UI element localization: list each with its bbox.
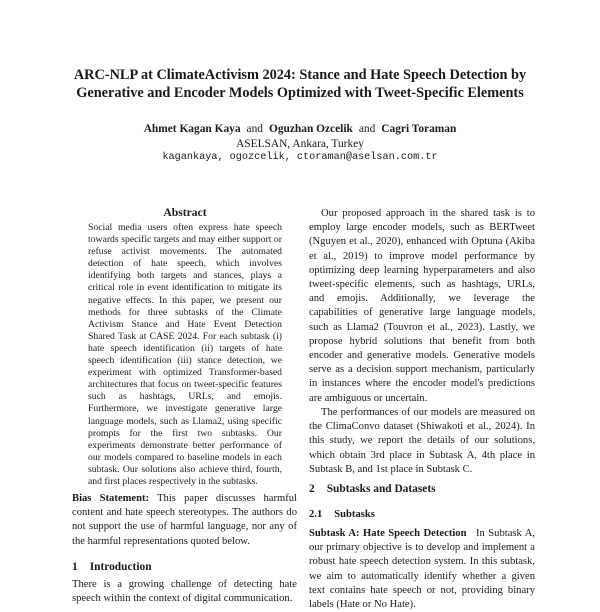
section-1-number: 1: [72, 561, 78, 573]
section-1-heading: [72, 560, 297, 574]
subsection-2-1-heading: [309, 508, 535, 522]
right-paragraph-1: Our proposed approach in the shared task is to employ large encoder models, such as BERTweet (Nguyen et al., 2020), enhanced with Optuna (Akiba et al., 2019) to improve model performance by optimizing deep learning hyperparameters and also tweet-specific elements, such as hashtags, URLs, and emojis. Additionally, we leverage the capabilities of generative large language models, such as Llama2 (Touvron et al., 2023). Lastly, we propose hybrid solutions that benefit from both encoder and generative models. Generative models serve as a decision support mechanism, particularly in instances where the encoder model's predictions are ambiguous or uncertain.: [309, 208, 535, 404]
section-2-heading: [309, 482, 535, 496]
author-emails: kagankaya, ogozcelik, ctoraman@aselsan.com.tr: [162, 152, 438, 163]
author-3: Cagri Toraman: [381, 123, 457, 135]
section-1-title: Introduction: [89, 561, 152, 573]
abstract-heading: Abstract: [163, 206, 207, 219]
subtask-a-paragraph: [309, 527, 535, 612]
author-names: [40, 122, 560, 137]
bias-text: This paper discusses harmful content and hate speech stereotypes. The authors do not support the use of harmful language, nor any of the harmful representations quoted below.: [72, 493, 297, 547]
author-sep-2: and: [358, 123, 376, 135]
intro-paragraph: There is a growing challenge of detecting hate speech within the context of digital communication.: [72, 579, 297, 605]
subtask-a-label: Subtask A: Hate Speech Detection: [309, 528, 467, 539]
author-block: [40, 122, 560, 166]
author-sep-1: and: [246, 123, 263, 135]
subtask-a-text: In Subtask A, our primary objective is to develop and implement a robust hate speech detection system. In this subtask, we aim to automatically identify whether a given text contains hate speech or not, providing binary labels (Hate or No Hate).: [309, 528, 535, 611]
paper-title: ARC-NLP at ClimateActivism 2024: Stance and Hate Speech Detection by Generative and Encoder Models Optimized with Tweet-Specific Elements: [73, 67, 527, 101]
bias-label: Bias Statement:: [72, 493, 150, 504]
bias-statement: [72, 492, 297, 549]
section-2-number: 2: [309, 483, 315, 495]
author-1: Ahmet Kagan Kaya: [143, 123, 241, 135]
subsection-2-1-number: 2.1: [309, 509, 323, 520]
affiliation: ASELSAN, Ankara, Turkey: [236, 137, 364, 150]
author-2: Oguzhan Ozcelik: [268, 123, 353, 135]
section-2-title: Subtasks and Datasets: [326, 483, 436, 495]
subsection-2-1-title: Subtasks: [334, 509, 375, 520]
right-paragraph-2: The performances of our models are measured on the ClimaConvo dataset (Shiwakoti et al., 2024). In this study, we report the details of our solutions, which obtain 3rd place in Subtask A, 4th place in Subtask B, and 1st place in Subtask C.: [309, 407, 535, 475]
abstract-text: Social media users often express hate speech towards specific targets and may either support or refuse activist movements. The automated detection of hate speech, which involves identifying both targets and stances, plays a critical role in event identification to mitigate its negative effects. In this paper, we present our methods for three subtasks of the Climate Activism Stance and Hate Event Detection Shared Task at CASE 2024. For each subtask (i) hate speech identification (ii) targets of hate speech identification (iii) stance detection, we experiment with optimized Transformer-based architectures that focus on tweet-specific features such as hashtags, URLs, and emojis. Furthermore, we investigate generative large language models, such as Llama2, using specific prompts for the first two subtasks. Our experiments demonstrate better performance of our models compared to baseline models in each subtask. Our solutions also achieve third, fourth, and first places respectively in the subtasks.: [88, 222, 282, 487]
